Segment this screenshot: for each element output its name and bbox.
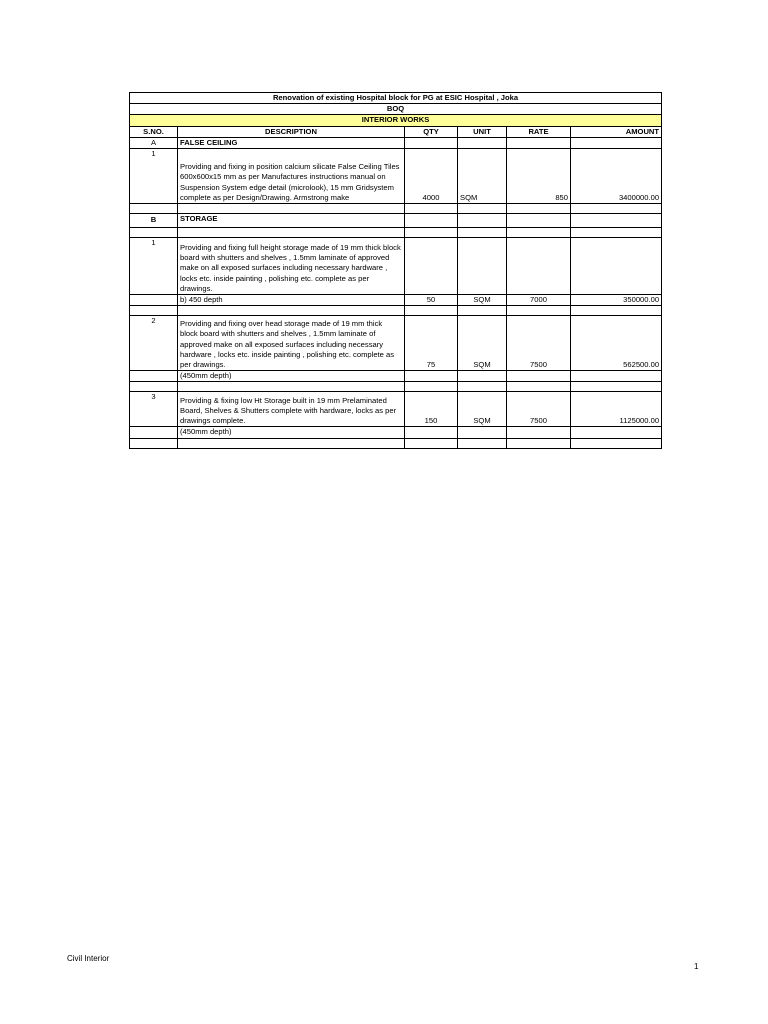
item-unit: SQM: [458, 149, 507, 204]
boq-table: [129, 92, 662, 449]
item-description: Providing and fixing over head storage made of 19 mm thick block board with shutters and shelves , 1.5mm laminate of approved make on all exposed surfaces including necessary hardware , locks etc. inside painting , polishing etc. complete as per drawings.: [178, 316, 405, 371]
item-description: Providing and fixing in position calcium silicate False Ceiling Tiles 600x600x15 mm as per Manufactures instructions manual on Suspension System edge detail (microlook), 15 mm Gridsystem complete as per Design/Drawing. Armstrong make: [178, 149, 405, 204]
item-qty: 150: [405, 392, 458, 427]
page-number: 1: [694, 962, 699, 971]
item-amount: 3400000.00: [571, 149, 662, 204]
item-qty: 50: [405, 295, 458, 306]
item-unit: SQM: [458, 295, 507, 306]
col-sno: S.NO.: [130, 126, 178, 137]
section-title: STORAGE: [178, 214, 405, 228]
table-row: [130, 392, 662, 427]
section-title: FALSE CEILING: [178, 137, 405, 148]
col-description: DESCRIPTION: [178, 126, 405, 137]
table-row: [130, 149, 662, 204]
item-sno: 2: [130, 316, 178, 371]
item-rate: 7000: [507, 295, 571, 306]
item-rate: 7500: [507, 316, 571, 371]
col-rate: RATE: [507, 126, 571, 137]
col-amount: AMOUNT: [571, 126, 662, 137]
column-header-row: [130, 126, 662, 137]
boq-subtitle: BOQ: [130, 104, 662, 115]
item-amount: 562500.00: [571, 316, 662, 371]
table-row: [130, 238, 662, 295]
section-sno: A: [130, 137, 178, 148]
section-sno: B: [130, 214, 178, 228]
col-unit: UNIT: [458, 126, 507, 137]
section-heading: INTERIOR WORKS: [130, 115, 662, 126]
item-sno: 1: [130, 149, 178, 204]
item-qty: 4000: [405, 149, 458, 204]
section-row: [130, 137, 662, 148]
item-rate: 7500: [507, 392, 571, 427]
table-row: [130, 295, 662, 306]
item-unit: SQM: [458, 392, 507, 427]
item-sno: 3: [130, 392, 178, 427]
item-amount: 350000.00: [571, 295, 662, 306]
item-sno: 1: [130, 238, 178, 295]
section-row: [130, 214, 662, 228]
table-row: [130, 316, 662, 371]
item-description: Providing & fixing low Ht Storage built in 19 mm Prelaminated Board, Shelves & Shutters complete with hardware, locks as per drawings complete.: [178, 392, 405, 427]
item-subtext: (450mm depth): [178, 371, 405, 382]
item-qty: 75: [405, 316, 458, 371]
item-unit: SQM: [458, 316, 507, 371]
col-qty: QTY: [405, 126, 458, 137]
table-row: [130, 427, 662, 438]
footer-label: Civil Interior: [67, 954, 110, 963]
table-row: [130, 371, 662, 382]
item-description: Providing and fixing full height storage made of 19 mm thick block board with shutters and shelves , 1.5mm laminate of approved make on all exposed surfaces including necessary hardware , locks etc. inside painting , polishing etc. complete as per drawings.: [178, 238, 405, 295]
item-subtext: (450mm depth): [178, 427, 405, 438]
boq-title: Renovation of existing Hospital block for PG at ESIC Hospital , Joka: [130, 93, 662, 104]
item-subtext: b) 450 depth: [178, 295, 405, 306]
item-rate: 850: [507, 149, 571, 204]
item-amount: 1125000.00: [571, 392, 662, 427]
